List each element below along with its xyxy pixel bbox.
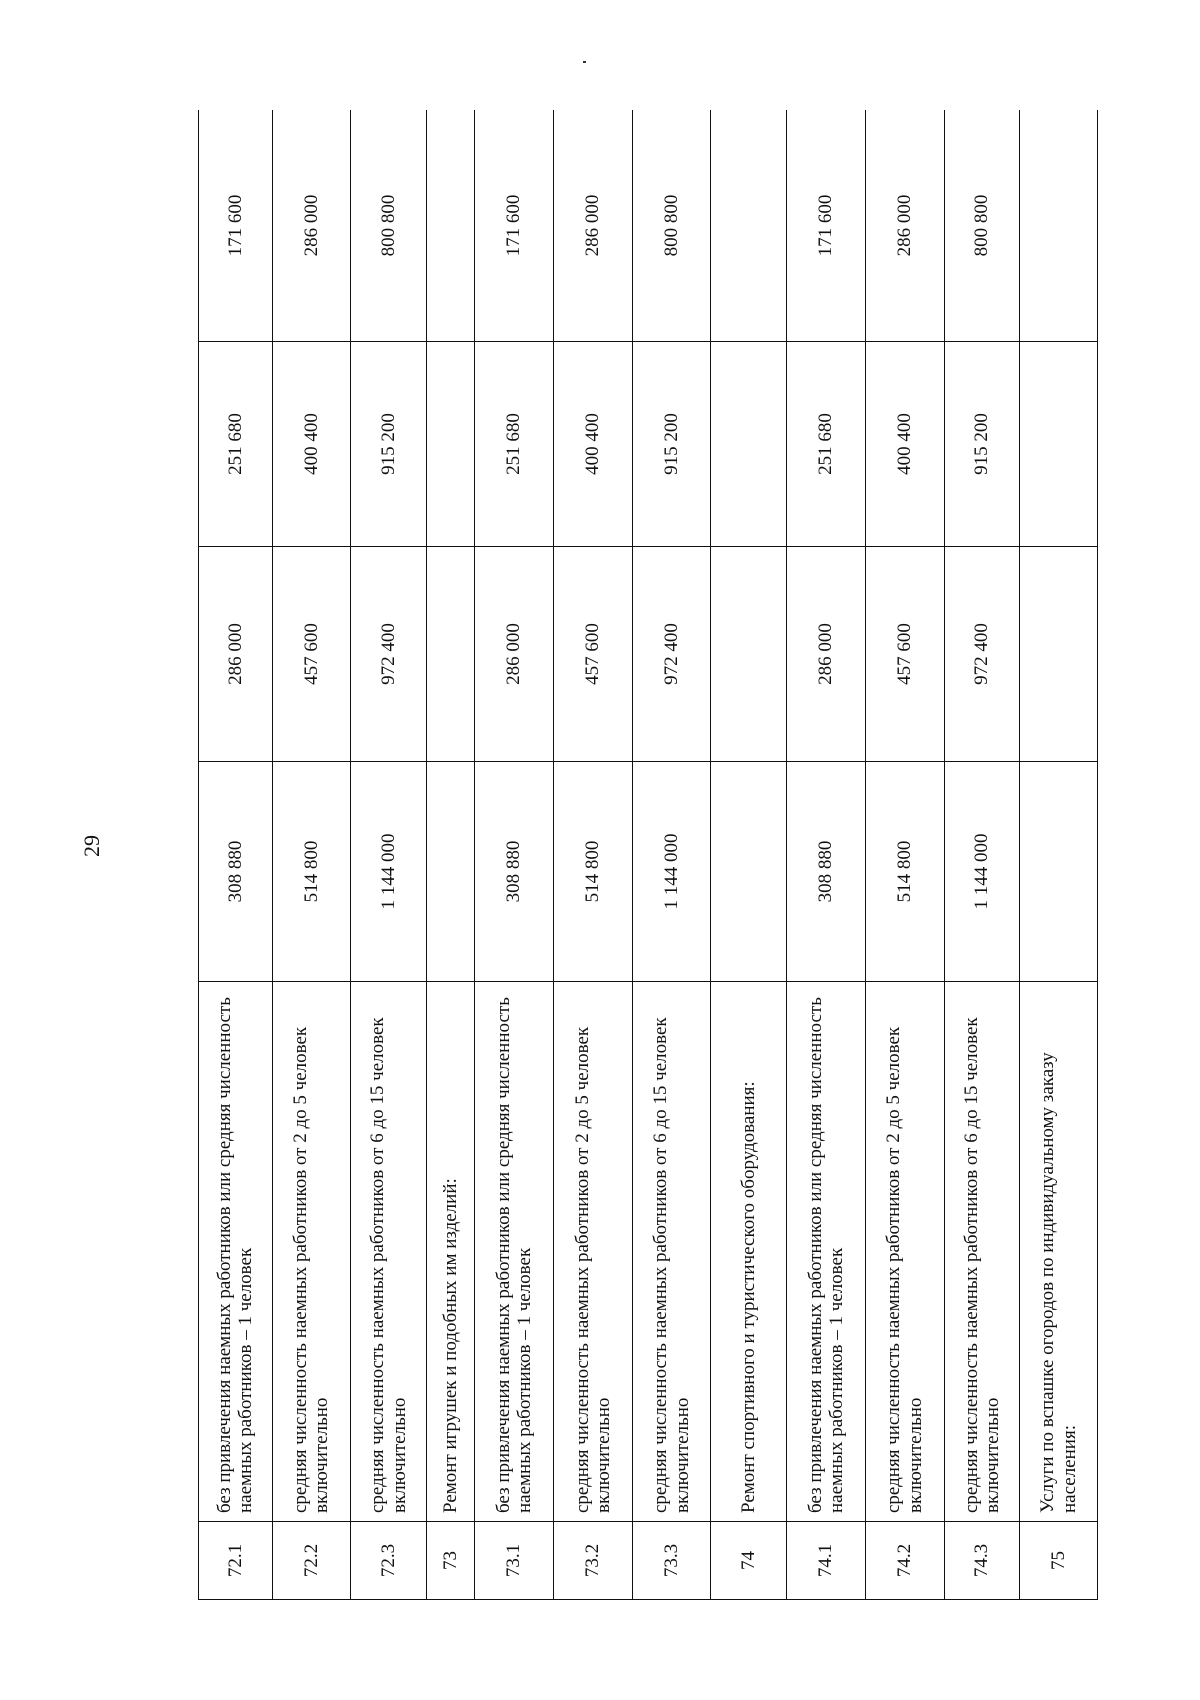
table-row xyxy=(1020,110,1098,1600)
value-cell-4: 171 600 xyxy=(787,110,866,342)
value-cell-2: 457 600 xyxy=(553,547,632,762)
page-number: 29 xyxy=(79,835,104,857)
row-description: средняя численность наемных работников от 2 до 5 человек включительно xyxy=(553,982,632,1522)
table-row xyxy=(272,110,351,1600)
row-number: 74.3 xyxy=(944,1522,1020,1600)
row-description: без привлечения наемных работников или средняя численность наемных работников – 1 человек xyxy=(787,982,866,1522)
row-number: 74 xyxy=(711,1522,787,1600)
value-cell-1: 514 800 xyxy=(865,762,944,982)
tariff-table xyxy=(198,110,1098,1600)
value-cell-3: 251 680 xyxy=(199,342,273,547)
value-cell-1: 308 880 xyxy=(199,762,273,982)
value-cell-1 xyxy=(711,762,787,982)
value-cell-2: 286 000 xyxy=(787,547,866,762)
row-number: 72.3 xyxy=(351,1522,427,1600)
row-description: без привлечения наемных работников или средняя численность наемных работников – 1 человек xyxy=(475,982,554,1522)
value-cell-4 xyxy=(426,110,474,342)
table-row xyxy=(426,110,474,1600)
table-row xyxy=(475,110,554,1600)
value-cell-4: 286 000 xyxy=(865,110,944,342)
row-number: 72.1 xyxy=(199,1522,273,1600)
row-description: средняя численность наемных работников от 2 до 5 человек включительно xyxy=(865,982,944,1522)
value-cell-1: 308 880 xyxy=(787,762,866,982)
value-cell-4 xyxy=(711,110,787,342)
row-description: средняя численность наемных работников от 6 до 15 человек включительно xyxy=(351,982,427,1522)
value-cell-1 xyxy=(426,762,474,982)
value-cell-3 xyxy=(1020,342,1098,547)
value-cell-4 xyxy=(1020,110,1098,342)
row-description: Услуги по вспашке огородов по индивидуальному заказу населения: xyxy=(1020,982,1098,1522)
table-row xyxy=(787,110,866,1600)
table-row xyxy=(711,110,787,1600)
value-cell-4: 286 000 xyxy=(272,110,351,342)
value-cell-2: 972 400 xyxy=(632,547,711,762)
value-cell-2 xyxy=(711,547,787,762)
row-description: средняя численность наемных работников от 6 до 15 человек включительно xyxy=(944,982,1020,1522)
table-body xyxy=(199,110,1098,1600)
value-cell-4: 800 800 xyxy=(632,110,711,342)
row-description: Ремонт игрушек и подобных им изделий: xyxy=(426,982,474,1522)
value-cell-2: 972 400 xyxy=(351,547,427,762)
value-cell-2 xyxy=(1020,547,1098,762)
row-number: 73.3 xyxy=(632,1522,711,1600)
value-cell-4: 800 800 xyxy=(351,110,427,342)
row-description: без привлечения наемных работников или средняя численность наемных работников – 1 человек xyxy=(199,982,273,1522)
value-cell-1: 514 800 xyxy=(272,762,351,982)
row-number: 73.1 xyxy=(475,1522,554,1600)
value-cell-1 xyxy=(1020,762,1098,982)
row-number: 73.2 xyxy=(553,1522,632,1600)
row-number: 72.2 xyxy=(272,1522,351,1600)
value-cell-3: 400 400 xyxy=(272,342,351,547)
rotated-table-container xyxy=(198,110,1098,1600)
scan-speck xyxy=(583,61,586,63)
value-cell-1: 308 880 xyxy=(475,762,554,982)
row-number: 75 xyxy=(1020,1522,1098,1600)
value-cell-3: 400 400 xyxy=(865,342,944,547)
value-cell-3: 251 680 xyxy=(787,342,866,547)
value-cell-4: 171 600 xyxy=(475,110,554,342)
row-number: 74.1 xyxy=(787,1522,866,1600)
value-cell-2: 286 000 xyxy=(475,547,554,762)
value-cell-3: 915 200 xyxy=(944,342,1020,547)
value-cell-4: 800 800 xyxy=(944,110,1020,342)
value-cell-1: 1 144 000 xyxy=(944,762,1020,982)
value-cell-3 xyxy=(426,342,474,547)
value-cell-2 xyxy=(426,547,474,762)
table-row xyxy=(199,110,273,1600)
value-cell-4: 286 000 xyxy=(553,110,632,342)
value-cell-1: 1 144 000 xyxy=(351,762,427,982)
value-cell-3 xyxy=(711,342,787,547)
value-cell-3: 400 400 xyxy=(553,342,632,547)
table-row xyxy=(351,110,427,1600)
table-row xyxy=(944,110,1020,1600)
table-row xyxy=(865,110,944,1600)
table-viewport xyxy=(198,110,1098,1600)
table-row xyxy=(553,110,632,1600)
row-number: 74.2 xyxy=(865,1522,944,1600)
value-cell-3: 251 680 xyxy=(475,342,554,547)
row-description: Ремонт спортивного и туристического оборудования: xyxy=(711,982,787,1522)
row-description: средняя численность наемных работников от 6 до 15 человек включительно xyxy=(632,982,711,1522)
value-cell-1: 514 800 xyxy=(553,762,632,982)
value-cell-2: 972 400 xyxy=(944,547,1020,762)
value-cell-2: 457 600 xyxy=(865,547,944,762)
value-cell-1: 1 144 000 xyxy=(632,762,711,982)
value-cell-2: 457 600 xyxy=(272,547,351,762)
table-row xyxy=(632,110,711,1600)
value-cell-3: 915 200 xyxy=(632,342,711,547)
value-cell-2: 286 000 xyxy=(199,547,273,762)
row-description: средняя численность наемных работников от 2 до 5 человек включительно xyxy=(272,982,351,1522)
value-cell-4: 171 600 xyxy=(199,110,273,342)
value-cell-3: 915 200 xyxy=(351,342,427,547)
row-number: 73 xyxy=(426,1522,474,1600)
